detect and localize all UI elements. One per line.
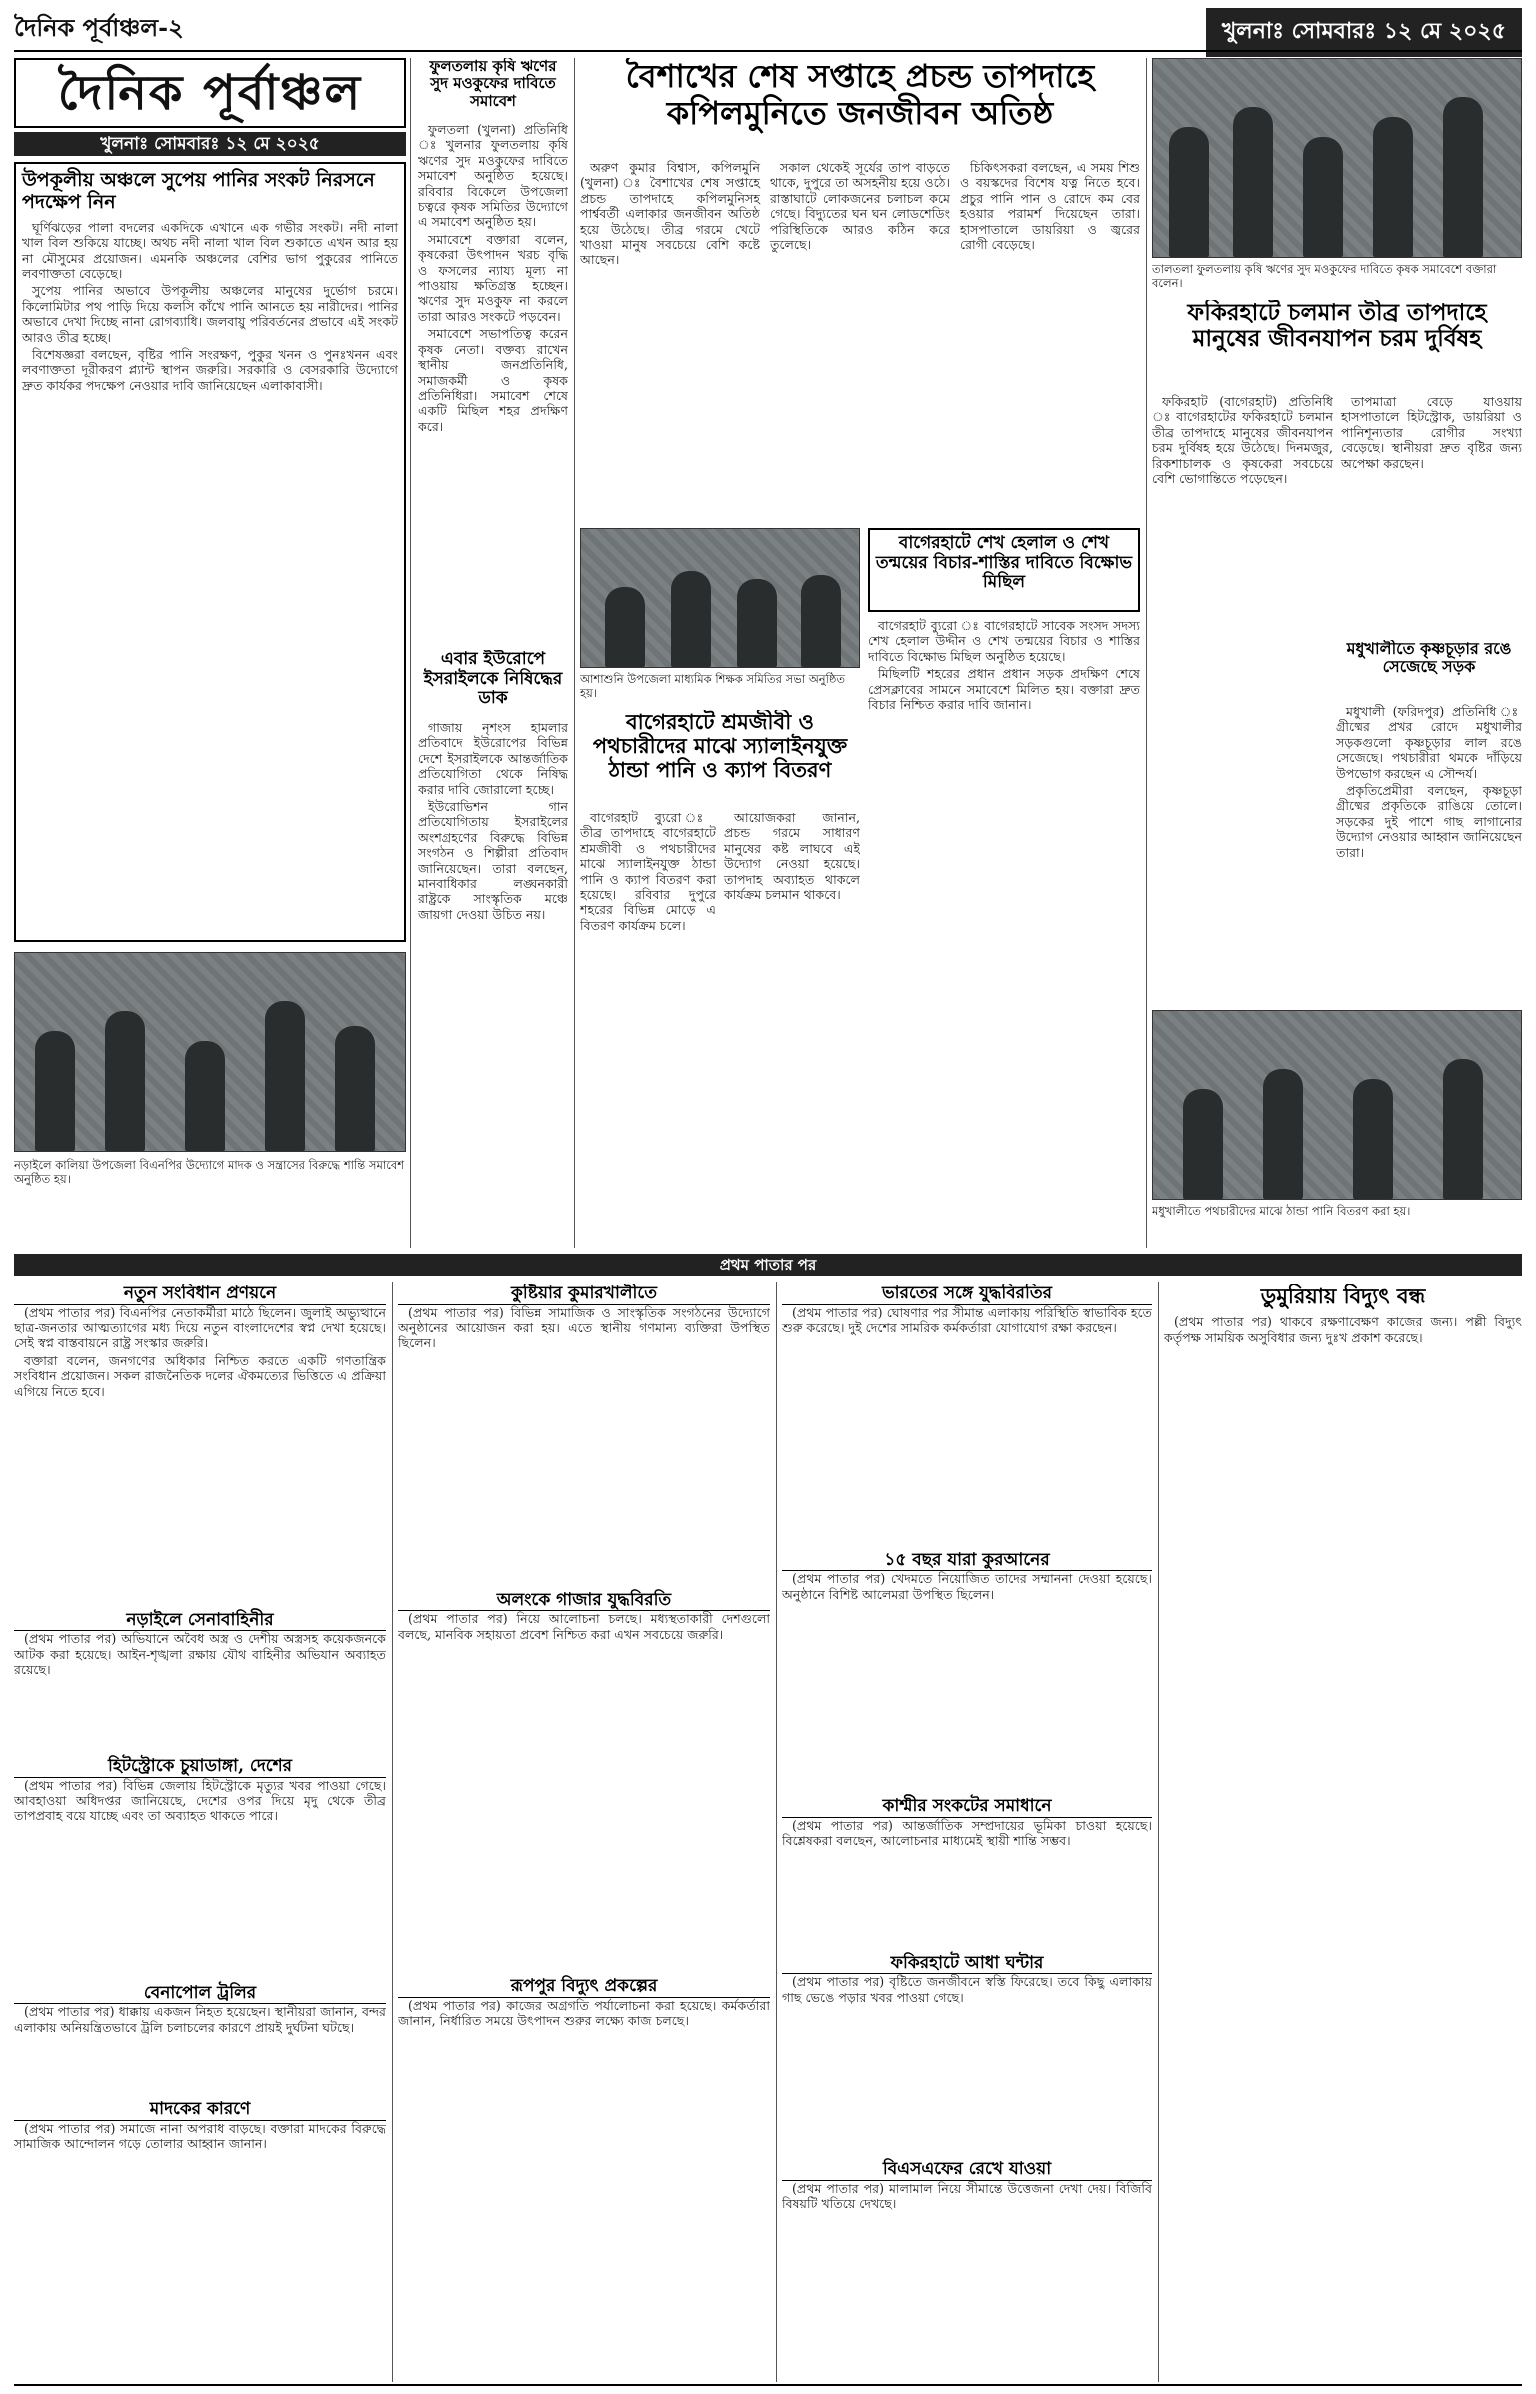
continuation-column-a bbox=[14, 1284, 386, 2380]
column-divider bbox=[1146, 58, 1147, 1248]
article-headline: রূপপুর বিদ্যুৎ প্রকল্পের bbox=[398, 1977, 770, 1998]
paragraph: বাগেরহাট ব্যুরো ঃ বাগেরহাটে সাবেক সংসদ সদস্য শেখ হেলাল উদ্দীন ও শেখ তন্ময়ের বিচার ও শাস্তির দাবিতে বিক্ষোভ মিছিল অনুষ্ঠিত হয়েছে। bbox=[868, 618, 1140, 664]
article-body bbox=[782, 1974, 1152, 2154]
photo-caption: মধুখালীতে পথচারীদের মাঝে ঠান্ডা পানি বিতরণ করা হয়। bbox=[1152, 1204, 1411, 1218]
article-headline: ফকিরহাটে চলমান তীব্র তাপদাহে মানুষের জীবনযাপন চরম দুর্বিষহ bbox=[1187, 300, 1487, 353]
article-headline: ফুলতলায় কৃষি ঋণের সুদ মওকুফের দাবিতে সমাবেশ bbox=[429, 58, 557, 110]
article-body bbox=[14, 1305, 386, 1605]
column-divider bbox=[776, 1282, 777, 2382]
paragraph: (প্রথম পাতার পর) বিভিন্ন সামাজিক ও সাংস্কৃতিক সংগঠনের উদ্যোগে অনুষ্ঠানের আয়োজন করা হয়। এতে স্থানীয় গণমান্য ব্যক্তিরা উপস্থিত ছিলেন। bbox=[398, 1304, 770, 1351]
article-headline-box bbox=[1152, 300, 1522, 390]
article-krishi-rin bbox=[418, 122, 568, 552]
article-body bbox=[398, 1305, 770, 1585]
top-rule bbox=[14, 50, 1522, 52]
article-headline: বাগেরহাটে শেখ হেলাল ও শেখ তন্ময়ের বিচার-শাস্তির দাবিতে বিক্ষোভ মিছিল bbox=[875, 533, 1133, 593]
paragraph: বিশেষজ্ঞরা বলছেন, বৃষ্টির পানি সংরক্ষণ, পুকুর খনন ও পুনঃখনন এবং লবণাক্ততা দূরীকরণ প্ল্যান্ট স্থাপন জরুরি। সরকারি ও বেসরকারি উদ্যোগে দ্রুত কার্যকর পদক্ষেপ নেওয়ার দাবি জানিয়েছেন এলাকাবাসী। bbox=[22, 346, 398, 393]
paragraph: ঘূর্ণিঝড়ের পালা বদলের একদিকে এখানে এক গভীর সংকট। নদী নালা খাল বিল শুকিয়ে যাচ্ছে। অথচ নদী নালা খাল বিল শুকাতে এখন আর হয় না মৌসুমের প্রয়োজন। এমনকি অঞ্চলের বেশির ভাগ পুকুরের পানিতে লবণাক্ততা বেড়েছে। bbox=[22, 219, 398, 281]
article-kapilmuni-heat bbox=[580, 160, 1140, 520]
paragraph: সমাবেশে সভাপতিত্ব করেন কৃষক নেতা। বক্তব্য রাখেন স্থানীয় জনপ্রতিনিধি, সমাজকর্মী ও কৃষক প্রতিনিধিরা। সমাবেশ শেষে একটি মিছিল শহর প্রদক্ষিণ করে। bbox=[418, 326, 568, 434]
news-photo bbox=[1152, 1010, 1522, 1200]
paragraph: বক্তারা বলেন, জনগণের অধিকার নিশ্চিত করতে একটি গণতান্ত্রিক সংবিধান প্রয়োজন। সকল রাজনৈতিক দলের ঐকমত্যের ভিত্তিতে এ প্রক্রিয়া এগিয়ে নিতে হবে। bbox=[14, 1352, 386, 1399]
article-body bbox=[14, 1778, 386, 1978]
article-body bbox=[398, 1611, 770, 1971]
photo-caption: তালতলা ফুলতলায় কৃষি ঋণের সুদ মওকুফের দাবিতে কৃষক সমাবেশে বক্তারা বলেন। bbox=[1152, 262, 1497, 290]
column-divider bbox=[392, 1282, 393, 2382]
paragraph: আয়োজকরা জানান, প্রচন্ড গরমে সাধারণ মানুষের কষ্ট লাঘবে এই উদ্যোগ নেওয়া হয়েছে। তাপদাহ অব্যাহত থাকলে কার্যক্রম চলমান থাকবে। bbox=[724, 810, 860, 903]
paragraph: বাগেরহাট ব্যুরো ঃ তীব্র তাপদাহে বাগেরহাটে শ্রমজীবী ও পথচারীদের মাঝে স্যালাইনযুক্ত ঠান্ডা পানি ও ক্যাপ বিতরণ করা হয়েছে। রবিবার দুপুরে শহরের বিভিন্ন মোড়ে এ বিতরণ কার্যক্রম চলে। bbox=[580, 810, 716, 933]
article-headline: ভারতের সঙ্গে যুদ্ধবিরতির bbox=[782, 1284, 1152, 1305]
paragraph: (প্রথম পাতার পর) ঘোষণার পর সীমান্ত এলাকায় পরিস্থিতি স্বাভাবিক হতে শুরু করেছে। দুই দেশের সামরিক কর্মকর্তারা যোগাযোগ রক্ষা করছেন। bbox=[782, 1304, 1152, 1335]
article-headline: ১৫ বছর যারা কুরআনের bbox=[782, 1551, 1152, 1572]
paragraph: (প্রথম পাতার পর) বিভিন্ন জেলায় হিটস্ট্রোকে মৃত্যুর খবর পাওয়া গেছে। আবহাওয়া অধিদপ্তর জানিয়েছে, দেশের ওপর দিয়ে মৃদু থেকে তীব্র তাপপ্রবাহ বয়ে যাচ্ছে এবং তা অব্যাহত থাকতে পারে। bbox=[14, 1777, 386, 1824]
paragraph: (প্রথম পাতার পর) অভিযানে অবৈধ অস্ত্র ও দেশীয় অস্ত্রসহ কয়েকজনকে আটক করা হয়েছে। আইন-শৃঙ্খলা রক্ষায় যৌথ বাহিনীর অভিযান অব্যাহত রয়েছে। bbox=[14, 1631, 386, 1677]
paragraph: (প্রথম পাতার পর) বৃষ্টিতে জনজীবনে স্বস্তি ফিরেছে। তবে কিছু এলাকায় গাছ ভেঙে পড়ার খবর পাওয়া গেছে। bbox=[782, 1974, 1152, 2005]
article-headline: এবার ইউরোপে ইসরাইলকে নিষিদ্ধের ডাক bbox=[423, 650, 563, 709]
paragraph: সুপেয় পানির অভাবে উপকূলীয় অঞ্চলের মানুষের দুর্ভোগ চরমে। কিলোমিটার পথ পাড়ি দিয়ে কলসি কাঁখে পানি আনতে হয় নারীদের। পানির অভাবে দেখা দিচ্ছে নানা রোগব্যাধি। জলবায়ু পরিবর্তনের প্রভাবে এই সংকট আরও তীব্র হচ্ছে। bbox=[22, 283, 398, 345]
article-krishnachura bbox=[1336, 704, 1522, 1004]
article-israel-ban bbox=[418, 720, 568, 1250]
paragraph: গাজায় নৃশংস হামলার প্রতিবাদে ইউরোপের বিভিন্ন দেশে ইসরাইলকে আন্তর্জাতিক প্রতিযোগিতা থেকে নিষিদ্ধ করার দাবি জোরালো হচ্ছে। bbox=[418, 720, 568, 797]
article-headline: বেনাপোল ট্রলির bbox=[14, 1984, 386, 2005]
article-body bbox=[782, 1305, 1152, 1545]
paragraph: মধুখালী (ফরিদপুর) প্রতিনিধি ঃ গ্রীষ্মের প্রখর রোদে মধুখালীর সড়কগুলো কৃষ্ণচূড়ার লাল রঙে সেজেছে। পথচারীরা থমকে দাঁড়িয়ে উপভোগ করছেন এ সৌন্দর্য। bbox=[1336, 704, 1522, 781]
article-headline: ফকিরহাটে আধা ঘন্টার bbox=[782, 1954, 1152, 1975]
paragraph: (প্রথম পাতার পর) ধাক্কায় একজন নিহত হয়েছেন। স্থানীয়রা জানান, বন্দর এলাকায় অনিয়ন্ত্রিতভাবে ট্রলি চলাচলের কারণে প্রায়ই দুর্ঘটনা ঘটছে। bbox=[14, 2004, 386, 2035]
column-divider bbox=[1158, 1282, 1159, 2382]
article-headline: বাগেরহাটে শ্রমজীবী ও পথচারীদের মাঝে স্যালাইনযুক্ত ঠান্ডা পানি ও ক্যাপ বিতরণ bbox=[592, 710, 848, 783]
article-headline-box bbox=[418, 58, 568, 116]
article-headline: কাশ্মীর সংকটের সমাধানে bbox=[782, 1797, 1152, 1818]
article-headline: অলংকে গাজার যুদ্ধবিরতি bbox=[398, 1591, 770, 1612]
paragraph: (প্রথম পাতার পর) খেদমতে নিয়োজিত তাদের সম্মাননা দেওয়া হয়েছে। অনুষ্ঠানে বিশিষ্ট আলেমরা উপস্থিত ছিলেন। bbox=[782, 1571, 1152, 1602]
column-divider bbox=[574, 58, 575, 1248]
column-divider bbox=[410, 58, 411, 1248]
news-photo bbox=[14, 952, 406, 1152]
news-photo bbox=[1152, 58, 1522, 258]
article-turkey-pakistan bbox=[1164, 1314, 1522, 1345]
article-headline: ডুমুরিয়ায় বিদ্যুৎ বন্ধ bbox=[1260, 1284, 1426, 1308]
article-body bbox=[14, 2121, 386, 2201]
article-headline: উপকূলীয় অঞ্চলে সুপেয় পানির সংকট নিরসনে পদক্ষেপ নিন bbox=[22, 169, 375, 213]
article-body bbox=[22, 220, 398, 393]
section-divider: প্রথম পাতার পর bbox=[14, 1254, 1522, 1276]
lead-headline: বৈশাখের শেষ সপ্তাহে প্রচন্ড তাপদাহে কপিলমুনিতে জনজীবন অতিষ্ঠ bbox=[625, 58, 1095, 132]
article-headline: নতুন সংবিধান প্রণয়নে bbox=[14, 1284, 386, 1305]
article-headline: বিএসএফের রেখে যাওয়া bbox=[782, 2160, 1152, 2181]
photo-caption: আশাশুনি উপজেলা মাধ্যমিক শিক্ষক সমিতির সভা অনুষ্ঠিত হয়। bbox=[580, 672, 846, 700]
paragraph: ইউরোভিশন গান প্রতিযোগিতায় ইসরাইলের অংশগ্রহণের বিরুদ্ধে বিভিন্ন সংগঠন ও শিল্পীরা প্রতিবাদ জানিয়েছেন। তারা বলছেন, মানবাধিকার লঙ্ঘনকারী রাষ্ট্রকে সাংস্কৃতিক মঞ্চে জায়গা দেওয়া উচিত নয়। bbox=[418, 799, 568, 922]
paragraph: ফকিরহাট (বাগেরহাট) প্রতিনিধি ঃ বাগেরহাটের ফকিরহাটে চলমান তীব্র তাপদাহে মানুষের জীবনযাপন চরম দুর্বিষহ হয়ে উঠেছে। দিনমজুর, রিকশাচালক ও কৃষকেরা সবচেয়ে বেশি ভোগান্তিতে পড়েছেন। bbox=[1152, 394, 1333, 487]
paragraph: তাপমাত্রা বেড়ে যাওয়ায় হাসপাতালে হিটস্ট্রোক, ডায়রিয়া ও পানিশূন্যতার রোগীর সংখ্যা বেড়েছে। স্থানীয়রা দ্রুত বৃষ্টির জন্য অপেক্ষা করছেন। bbox=[1341, 394, 1522, 471]
article-bagerhat-protest bbox=[868, 618, 1140, 1248]
article-headline-box bbox=[868, 528, 1140, 612]
page-label: দৈনিক পূর্বাঞ্চল-২ bbox=[14, 13, 184, 42]
continuation-column-d bbox=[1164, 1284, 1522, 2380]
paragraph: অরুণ কুমার বিশ্বাস, কপিলমুনি (খুলনা) ঃ বৈশাখের শেষ সপ্তাহে প্রচন্ড তাপদাহে কপিলমুনিসহ পার্শ্ববর্তী এলাকার জনজীবন অতিষ্ঠ হয়ে উঠেছে। তীব্র গরমে খেটে খাওয়া মানুষ সবচেয়ে বেশি কষ্টে আছেন। bbox=[580, 160, 760, 268]
article-body bbox=[782, 1818, 1152, 1948]
paragraph: (প্রথম পাতার পর) কাজের অগ্রগতি পর্যালোচনা করা হয়েছে। কর্মকর্তারা জানান, নির্ধারিত সময়ে উৎপাদন শুরুর লক্ষ্যে কাজ চলছে। bbox=[398, 1997, 770, 2029]
article-body bbox=[14, 2004, 386, 2094]
photo-caption: নড়াইলে কালিয়া উপজেলা বিএনপির উদ্যোগে মাদক ও সন্ত্রাসের বিরুদ্ধে শান্তি সমাবেশ অনুষ্ঠিত হয়। bbox=[14, 1158, 405, 1186]
lead-headline-box bbox=[580, 58, 1140, 154]
article-body bbox=[14, 1631, 386, 1751]
masthead-logo: দৈনিক পূর্বাঞ্চল bbox=[14, 58, 406, 128]
paragraph: মিছিলটি শহরের প্রধান প্রধান সড়ক প্রদক্ষিণ শেষে প্রেসক্লাবের সামনে সমাবেশে মিলিত হয়। বক্তারা দ্রুত বিচার নিশ্চিত করার দাবি জানান। bbox=[868, 666, 1140, 713]
paragraph: (প্রথম পাতার পর) বিএনপির নেতাকর্মীরা মাঠে ছিলেন। জুলাই অভ্যুত্থানে ছাত্র-জনতার আত্মত্যাগের মধ্য দিয়ে নতুন বাংলাদেশের স্বপ্ন দেখা হয়েছে। সেই স্বপ্ন বাস্তবায়নে রাষ্ট্র সংস্কার জরুরি। bbox=[14, 1304, 386, 1351]
paragraph: প্রকৃতিপ্রেমীরা বলছেন, কৃষ্ণচূড়া গ্রীষ্মের প্রকৃতিকে রাঙিয়ে তোলে। সড়কের দুই পাশে গাছ লাগানোর উদ্যোগ নেওয়ার আহ্বান জানিয়েছেন তারা। bbox=[1336, 783, 1522, 860]
article-fakirhat-heat bbox=[1152, 394, 1522, 634]
continuation-column-c bbox=[782, 1284, 1152, 2380]
article-headline-box bbox=[1336, 640, 1522, 700]
article-headline-box bbox=[580, 710, 860, 806]
masthead-date: খুলনাঃ সোমবারঃ ১২ মে ২০২৫ bbox=[14, 132, 406, 156]
article-headline-box bbox=[418, 650, 568, 716]
paragraph: সকাল থেকেই সূর্যের তাপ বাড়তে থাকে, দুপুরে তা অসহনীয় হয়ে ওঠে। রাস্তাঘাটে লোকজনের চলাচল কমে গেছে। বিদ্যুতের ঘন ঘন লোডশেডিং পরিস্থিতিকে আরও কঠিন করে তুলেছে। bbox=[770, 160, 950, 253]
article-cold-water bbox=[580, 810, 860, 1248]
paragraph: (প্রথম পাতার পর) নিয়ে আলোচনা চলছে। মধ্যস্থতাকারী দেশগুলো বলছে, মানবিক সহায়তা প্রবেশ নিশ্চিত করা এখন সবচেয়ে জরুরি। bbox=[398, 1611, 770, 1642]
article-headline: কুষ্টিয়ার কুমারখালীতে bbox=[398, 1284, 770, 1305]
paragraph: (প্রথম পাতার পর) আন্তর্জাতিক সম্প্রদায়ের ভূমিকা চাওয়া হয়েছে। বিশ্লেষকরা বলছেন, আলোচনার মাধ্যমেই স্থায়ী শান্তি সম্ভব। bbox=[782, 1817, 1152, 1849]
paragraph: সমাবেশে বক্তারা বলেন, কৃষকেরা উৎপাদন খরচ বৃদ্ধি ও ফসলের ন্যায্য মূল্য না পাওয়ায় ক্ষতিগ্রস্ত হচ্ছেন। ঋণের সুদ মওকুফ না করলে তারা আরও সংকটে পড়বেন। bbox=[418, 231, 568, 324]
article-body bbox=[782, 1571, 1152, 1791]
paragraph: (প্রথম পাতার পর) মালামাল নিয়ে সীমান্তে উত্তেজনা দেখা দেয়। বিজিবি বিষয়টি খতিয়ে দেখছে। bbox=[782, 2180, 1152, 2212]
article-headline: মাদকের কারণে bbox=[14, 2100, 386, 2121]
article-water-crisis bbox=[14, 162, 406, 942]
article-headline: মধুখালীতে কৃষ্ণচূড়ার রঙে সেজেছে সড়ক bbox=[1346, 640, 1512, 677]
article-headline: হিটস্ট্রোকে চুয়াডাঙ্গা, দেশের bbox=[14, 1757, 386, 1778]
article-headline: নড়াইলে সেনাবাহিনীর bbox=[14, 1611, 386, 1632]
header-date: খুলনাঃ সোমবারঃ ১২ মে ২০২৫ bbox=[1206, 8, 1522, 57]
paragraph: চিকিৎসকরা বলছেন, এ সময় শিশু ও বয়স্কদের বিশেষ যত্ন নিতে হবে। প্রচুর পানি পান ও রোদে কম বের হওয়ার পরামর্শ দিয়েছেন তারা। হাসপাতালে ডায়রিয়া ও জ্বরের রোগী বেড়েছে। bbox=[960, 160, 1140, 253]
continuation-column-b bbox=[398, 1284, 770, 2380]
bottom-rule bbox=[14, 2384, 1522, 2386]
article-body bbox=[398, 1998, 770, 2298]
article-body bbox=[782, 2181, 1152, 2281]
paragraph: (প্রথম পাতার পর) সমাজে নানা অপরাধ বাড়ছে। বক্তারা মাদকের বিরুদ্ধে সামাজিক আন্দোলন গড়ে তোলার আহ্বান জানান। bbox=[14, 2120, 386, 2152]
paragraph: ফুলতলা (খুলনা) প্রতিনিধি ঃ খুলনার ফুলতলায় কৃষি ঋণের সুদ মওকুফের দাবিতে সমাবেশ অনুষ্ঠিত হয়েছে। রবিবার বিকেলে উপজেলা চত্বরে কৃষক সমিতির উদ্যোগে এ সমাবেশ অনুষ্ঠিত হয়। bbox=[418, 122, 568, 230]
paragraph: (প্রথম পাতার পর) থাকবে রক্ষণাবেক্ষণ কাজের জন্য। পল্লী বিদ্যুৎ কর্তৃপক্ষ সাময়িক অসুবিধার জন্য দুঃখ প্রকাশ করেছে। bbox=[1164, 1314, 1522, 1345]
news-photo bbox=[580, 528, 860, 668]
